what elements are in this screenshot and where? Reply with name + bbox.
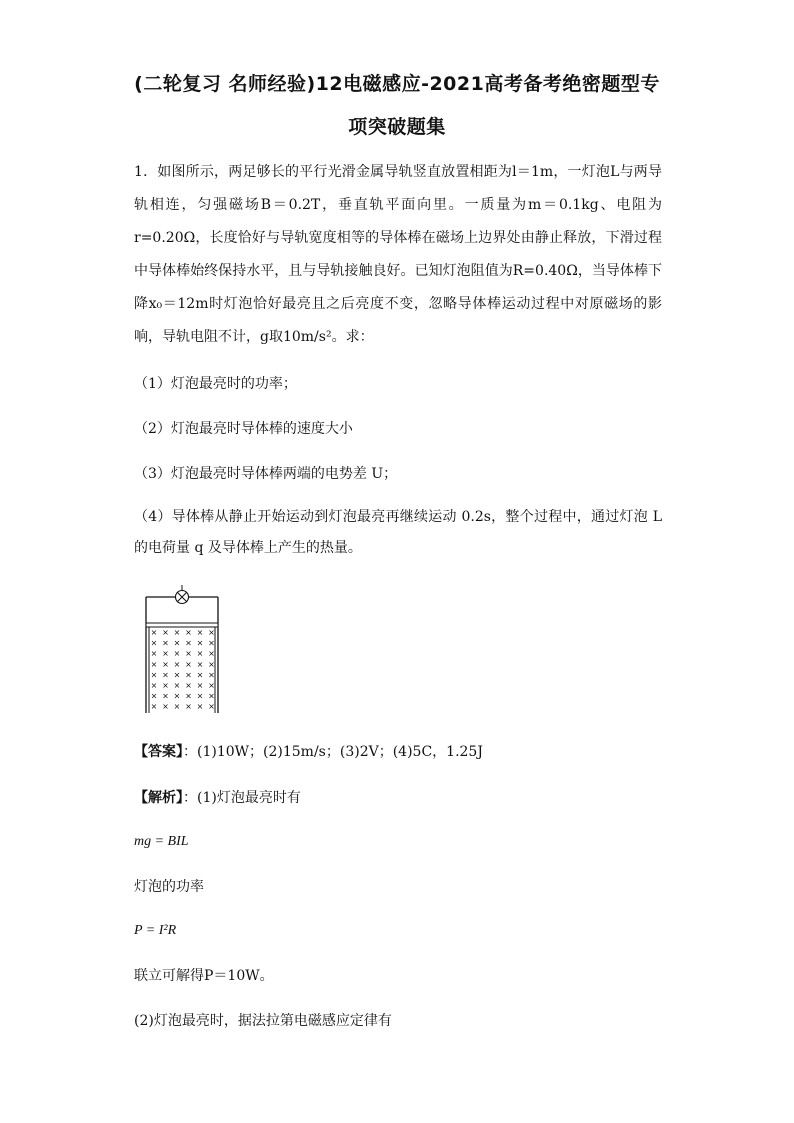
circuit-diagram [140, 585, 226, 721]
field-cross-mark: × [185, 670, 192, 680]
field-cross-mark: × [196, 638, 204, 648]
equation-2: P = I²R [134, 923, 177, 938]
field-cross-mark: × [150, 628, 158, 637]
analysis-intro-line [134, 788, 674, 808]
field-cross-mark: × [173, 691, 181, 701]
document-title-line1: (二轮复习 名师经验)12电磁感应-2021高考备考绝密题型专 [134, 73, 660, 95]
analysis-label: 【解析】 [134, 790, 183, 806]
field-cross-mark: × [162, 681, 169, 690]
field-cross-mark: × [196, 702, 204, 712]
document-title-line2: 项突破题集 [348, 116, 446, 138]
field-cross-mark: × [185, 649, 192, 659]
answer-line [134, 742, 674, 762]
field-cross-mark: × [196, 649, 204, 659]
analysis-line-4: (2)灯泡最亮时，据法拉第电磁感应定律有 [134, 1013, 392, 1029]
field-cross-mark: × [185, 691, 192, 701]
field-cross-mark: × [150, 649, 158, 659]
field-cross-mark: × [196, 628, 204, 637]
field-cross-mark: × [208, 638, 215, 648]
conductor-rod [146, 623, 218, 627]
field-cross-mark: × [208, 649, 215, 659]
field-cross-mark: × [208, 691, 215, 701]
question-part-1: （1）灯泡最亮时的功率； [134, 376, 297, 392]
field-cross-mark: × [185, 638, 192, 648]
question-part-4: （4）导体棒从静止开始运动到灯泡最亮再继续运动 0.2s，整个过程中，通过灯泡 L 的电荷量 q 及导体棒上产生的热量。 [134, 509, 662, 556]
field-cross-mark: × [185, 681, 192, 690]
field-cross-mark: × [196, 659, 204, 669]
field-cross-mark: × [173, 649, 181, 659]
field-cross-mark: × [196, 681, 204, 690]
field-cross-mark: × [150, 681, 158, 690]
field-cross-mark: × [162, 649, 169, 659]
field-cross-mark: × [162, 628, 169, 637]
field-cross-mark: × [173, 628, 181, 637]
field-cross-mark: × [150, 670, 158, 680]
field-cross-mark: × [196, 691, 204, 701]
field-cross-mark: × [173, 681, 181, 690]
magnetic-field-marks [151, 628, 215, 711]
analysis-line-2: 灯泡的功率 [134, 879, 204, 895]
bulb-icon [176, 585, 189, 604]
field-cross-mark: × [162, 691, 169, 701]
analysis-line-3: 联立可解得P＝10W。 [134, 968, 274, 984]
field-cross-mark: × [208, 628, 215, 637]
answer-text: ：(1)10W；(2)15m/s；(3)2V；(4)5C，1.25J [183, 744, 483, 760]
field-cross-mark: × [162, 638, 169, 648]
field-cross-mark: × [150, 659, 158, 669]
field-cross-mark: × [173, 702, 181, 712]
question-stem: 1．如图所示，两足够长的平行光滑金属导轨竖直放置相距为l＝1m，一灯泡L与两导轨相连，匀强磁场B＝0.2T，垂直轨平面向里。一质量为m＝0.1kg、电阻为r=0.20Ω，长度恰好与导轨宽度相等的导体棒在磁场上边界处由静止释放，下滑过程中导体棒始终保持水平，且与导轨接触良好。已知灯泡阻值为R=0.40Ω，当导体棒下降x₀＝12m时灯泡恰好最亮且之后亮度不变，忽略导体棒运动过程中对原磁场的影响，导轨电阻不计，g取10m/s²。求： [134, 164, 662, 345]
field-cross-mark: × [196, 670, 204, 680]
equation-1: mg = BIL [134, 834, 189, 849]
analysis-intro: ：(1)灯泡最亮时有 [183, 790, 301, 806]
field-cross-mark: × [162, 659, 169, 669]
answer-label: 【答案】 [134, 744, 183, 760]
question-part-2: （2）灯泡最亮时导体棒的速度大小 [134, 421, 353, 437]
question-part-3: （3）灯泡最亮时导体棒两端的电势差 U； [134, 466, 398, 482]
field-cross-mark: × [162, 670, 169, 680]
field-cross-mark: × [173, 638, 181, 648]
field-cross-mark: × [150, 702, 158, 712]
field-cross-mark: × [208, 659, 215, 669]
field-cross-mark: × [173, 659, 181, 669]
field-cross-mark: × [150, 691, 158, 701]
field-cross-mark: × [185, 628, 192, 637]
field-cross-mark: × [208, 670, 215, 680]
field-cross-mark: × [150, 638, 158, 648]
field-cross-mark: × [208, 702, 215, 712]
field-cross-mark: × [208, 681, 215, 690]
field-cross-mark: × [173, 670, 181, 680]
field-cross-mark: × [185, 702, 192, 712]
field-cross-mark: × [185, 659, 192, 669]
field-cross-mark: × [162, 702, 169, 712]
rail-bulb-field-figure [140, 585, 226, 717]
